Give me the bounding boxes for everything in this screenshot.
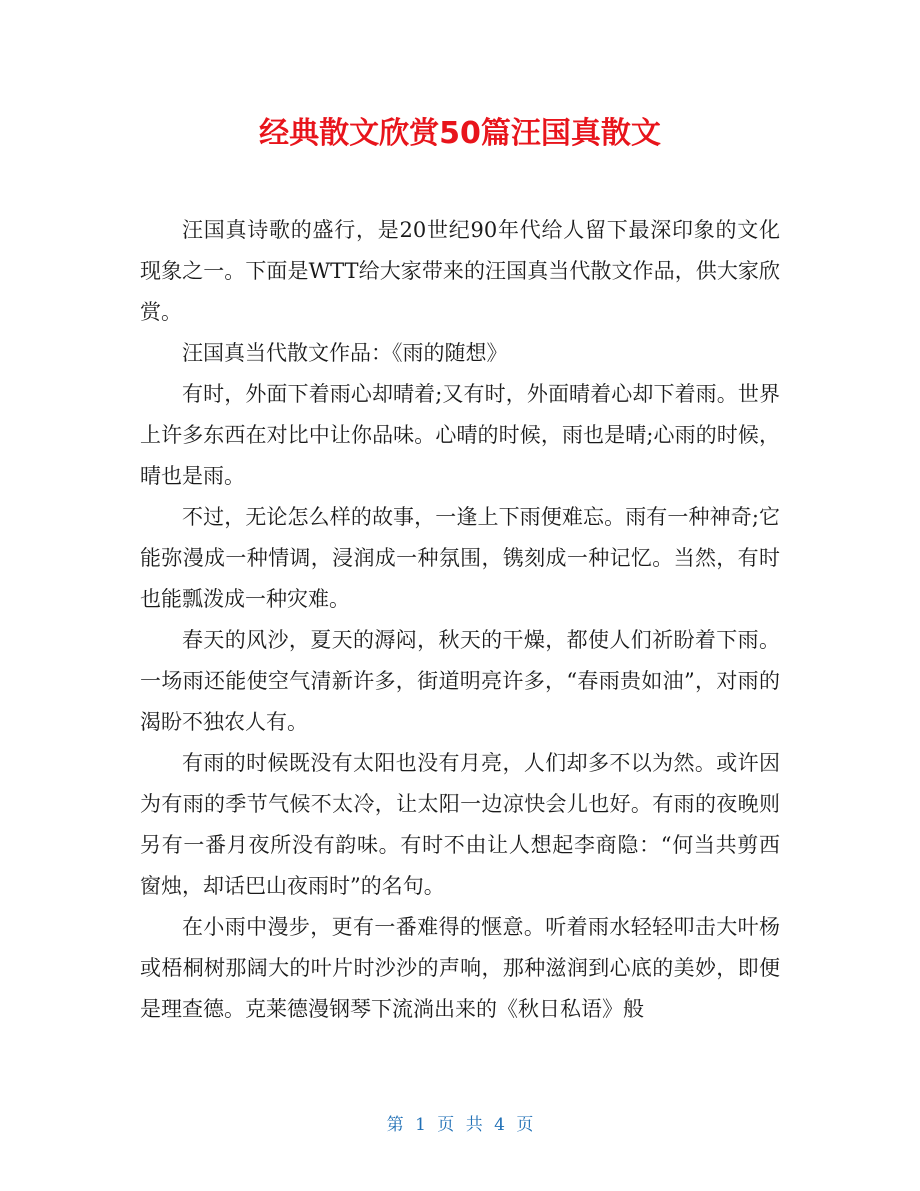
paragraph-work-title: 汪国真当代散文作品：《雨的随想》	[182, 341, 508, 365]
paragraph-1: 有时，外面下着雨心却晴着;又有时，外面晴着心却下着雨。世界上许多东西在对比中让你品味。心晴的时候，雨也是晴;心雨的时候，晴也是雨。	[140, 382, 780, 488]
paragraph-5: 在小雨中漫步，更有一番难得的惬意。听着雨水轻轻叩击大叶杨或梧桐树那阔大的叶片时沙沙的声响，那种滋润到心底的美妙，即便是理查德。克莱德漫钢琴下流淌出来的《秋日私语》般	[140, 915, 780, 1021]
page-title: 经典散文欣赏50篇汪国真散文	[259, 116, 661, 151]
paragraph-4: 有雨的时候既没有太阳也没有月亮，人们却多不以为然。或许因为有雨的季节气候不太冷，让太阳一边凉快会儿也好。有雨的夜晚则另有一番月夜所没有韵味。有时不由让人想起李商隐：“何当共剪西窗烛，却话巴山夜雨时”的名句。	[140, 751, 780, 898]
paragraph-3: 春天的风沙，夏天的溽闷，秋天的干燥，都使人们祈盼着下雨。一场雨还能使空气清新许多，街道明亮许多，“春雨贵如油”，对雨的渴盼不独农人有。	[140, 628, 780, 734]
page-footer: 第 1 页 共 4 页	[386, 1115, 534, 1135]
article-body	[140, 210, 780, 1030]
paragraph-intro: 汪国真诗歌的盛行，是20世纪90年代给人留下最深印象的文化现象之一。下面是WTT给大家带来的汪国真当代散文作品，供大家欣赏。	[140, 218, 780, 324]
paragraph-2: 不过，无论怎么样的故事，一逢上下雨便难忘。雨有一种神奇;它能弥漫成一种情调，浸润成一种氛围，镌刻成一种记忆。当然，有时也能瓢泼成一种灾难。	[140, 505, 780, 611]
